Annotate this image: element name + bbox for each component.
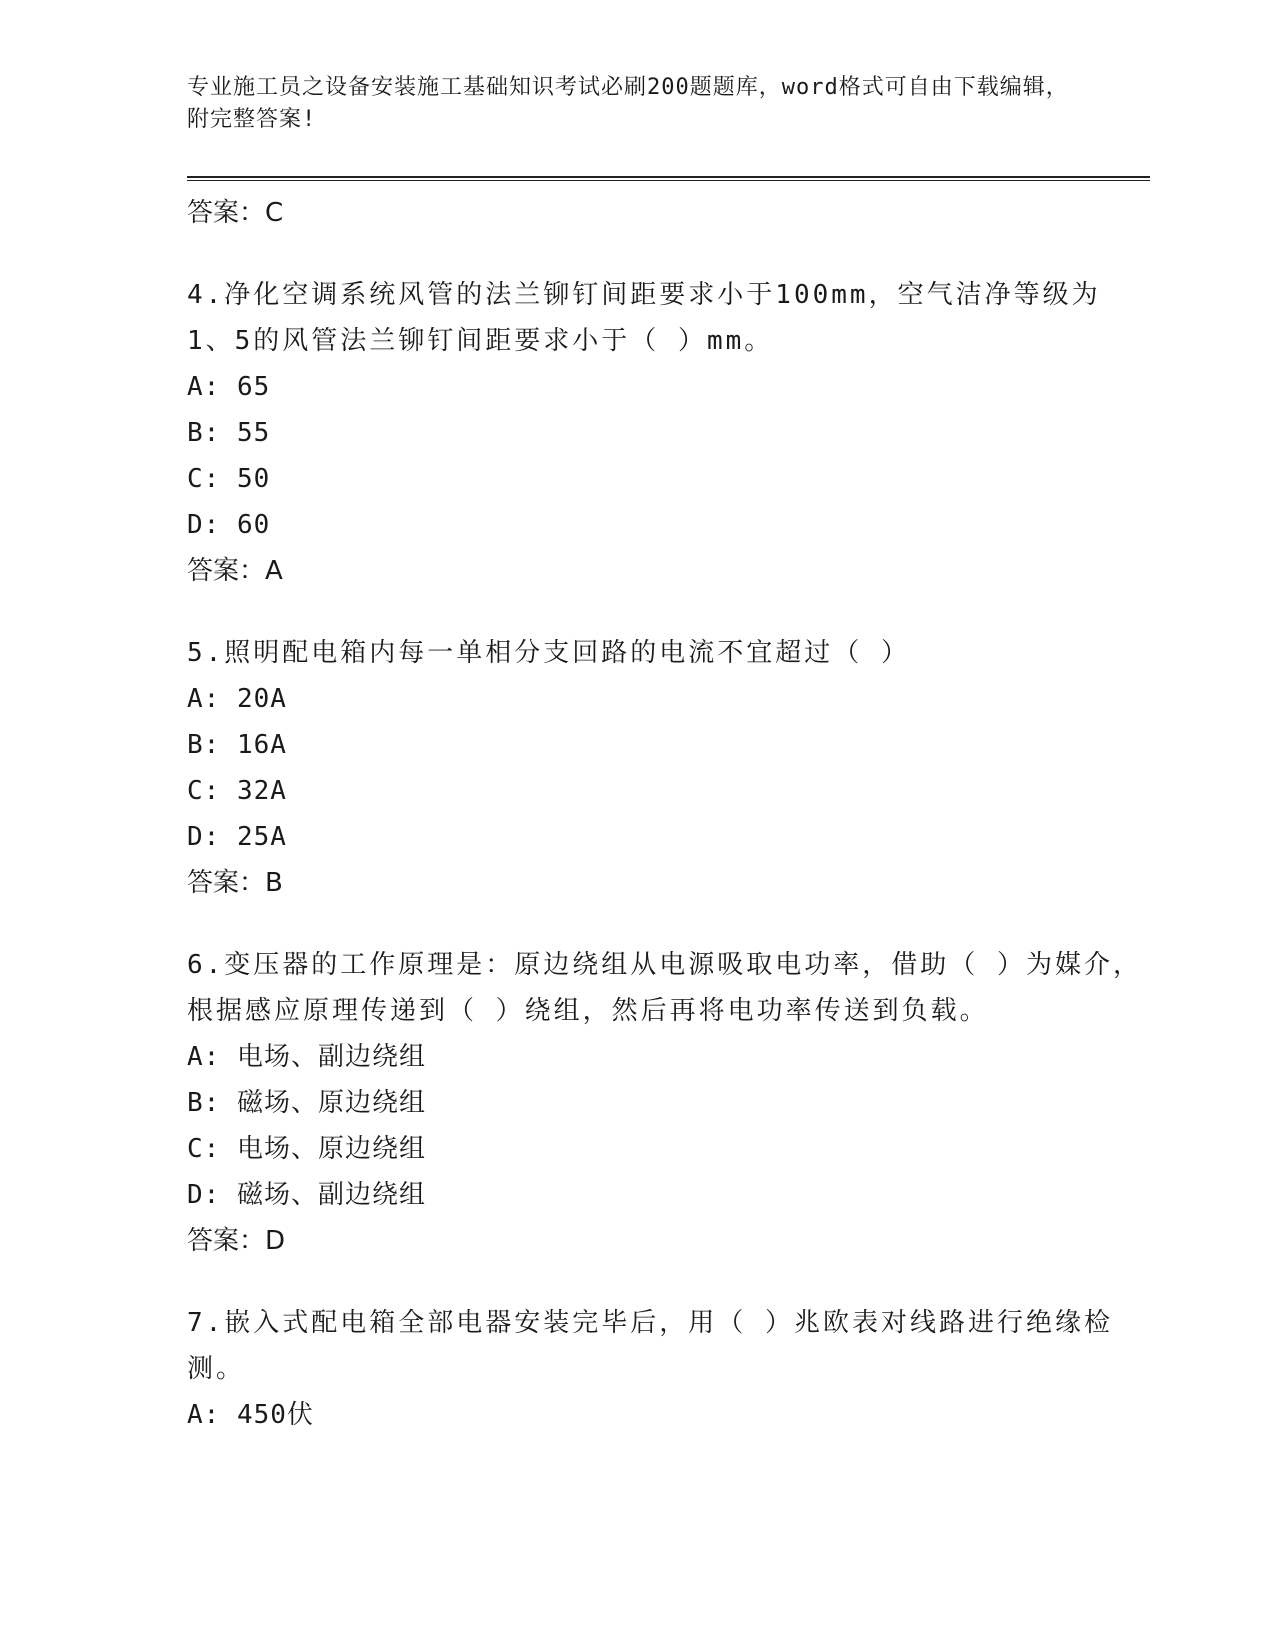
- page-header: 专业施工员之设备安装施工基础知识考试必刷200题题库，word格式可自由下载编辑，附完整答案!: [187, 75, 1069, 132]
- question-5-option-c: C: 32A: [187, 776, 287, 806]
- question-list: [187, 190, 1147, 1438]
- question-6-option-a: A: 电场、副边绕组: [187, 1042, 426, 1072]
- answer-q3: 答案：C: [187, 198, 284, 228]
- question-5-option-b: B: 16A: [187, 730, 287, 760]
- question-7-option-a: A: 450伏: [187, 1400, 314, 1430]
- question-6-option-b: B: 磁场、原边绕组: [187, 1088, 426, 1118]
- question-6-option-d: D: 磁场、副边绕组: [187, 1180, 426, 1210]
- answer-q4: 答案：A: [187, 556, 283, 586]
- answer-q5: 答案：B: [187, 868, 283, 898]
- question-5-option-a: A: 20A: [187, 684, 287, 714]
- answer-q6: 答案：D: [187, 1226, 286, 1256]
- question-4-option-a: A: 65: [187, 372, 271, 402]
- question-4-option-b: B: 55: [187, 418, 271, 448]
- question-6-text: 6.变压器的工作原理是：原边绕组从电源吸取电功率，借助（ ）为媒介，根据感应原理传递到（ ）绕组，然后再将电功率传送到负载。: [187, 950, 1142, 1026]
- question-5-option-d: D: 25A: [187, 822, 287, 852]
- question-6-option-c: C: 电场、原边绕组: [187, 1134, 426, 1164]
- question-4-text: 4.净化空调系统风管的法兰铆钉间距要求小于100mm，空气洁净等级为1、5的风管法兰铆钉间距要求小于（ ）mm。: [187, 280, 1101, 356]
- question-7-text: 7.嵌入式配电箱全部电器安装完毕后，用（ ）兆欧表对线路进行绝缘检测。: [187, 1308, 1113, 1384]
- header-divider: [187, 176, 1150, 181]
- question-4-option-d: D: 60: [187, 510, 271, 540]
- question-5-text: 5.照明配电箱内每一单相分支回路的电流不宜超过（ ）: [187, 638, 910, 668]
- question-4-option-c: C: 50: [187, 464, 271, 494]
